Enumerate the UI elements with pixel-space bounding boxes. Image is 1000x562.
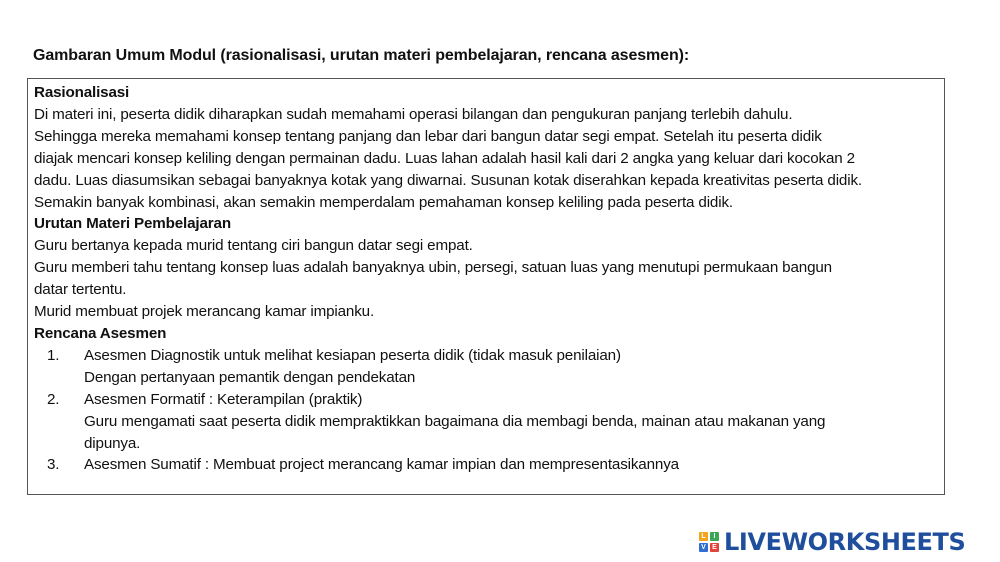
asesmen-item-line: Asesmen Formatif : Keterampilan (praktik) [84, 390, 363, 408]
rasionalisasi-line: dadu. Luas diasumsikan sebagai banyaknya kotak yang diwarnai. Susunan kotak diserahkan kepada kreativitas peserta didik. [34, 171, 862, 189]
logo-block: E [710, 543, 719, 552]
rasionalisasi-line: Semakin banyak kombinasi, akan semakin memperdalam pemahaman konsep keliling pada peserta didik. [34, 193, 733, 211]
asesmen-item-line: Guru mengamati saat peserta didik mempraktikkan bagaimana dia membagi benda, mainan atau makanan yang [84, 412, 826, 430]
asesmen-item-number: 3. [47, 456, 60, 474]
asesmen-item-number: 1. [47, 346, 60, 364]
urutan-materi-line: datar tertentu. [34, 281, 127, 299]
logo-block: I [710, 532, 719, 541]
module-overview-content [34, 82, 944, 476]
liveworksheets-logo[interactable] [699, 527, 965, 557]
urutan-materi-line: Murid membuat projek merancang kamar impianku. [34, 303, 375, 321]
asesmen-item-number: 2. [47, 390, 60, 408]
rasionalisasi-title: Rasionalisasi [34, 84, 130, 101]
page-heading: Gambaran Umum Modul (rasionalisasi, urutan materi pembelajaran, rencana asesmen): [33, 47, 690, 64]
asesmen-item [34, 389, 944, 455]
logo-block: L [699, 532, 708, 541]
asesmen-item [34, 345, 944, 389]
urutan-materi-line: Guru bertanya kepada murid tentang ciri bangun datar segi empat. [34, 237, 473, 255]
urutan-materi-line: Guru memberi tahu tentang konsep luas adalah banyaknya ubin, persegi, satuan luas yang menutupi permukaan bangun [34, 259, 832, 277]
logo-text: LIVEWORKSHEETS [724, 528, 966, 556]
logo-blocks-icon [699, 532, 719, 552]
logo-block: V [699, 543, 708, 552]
asesmen-item-line: dipunya. [84, 434, 141, 452]
urutan-materi-title: Urutan Materi Pembelajaran [34, 215, 231, 233]
asesmen-item [34, 454, 944, 476]
rasionalisasi-line: Sehingga mereka memahami konsep tentang panjang dan lebar dari bangun datar segi empat. Setelah itu peserta didik [34, 127, 822, 145]
asesmen-item-line: Asesmen Diagnostik untuk melihat kesiapan peserta didik (tidak masuk penilaian) [84, 346, 621, 364]
asesmen-item-line: Dengan pertanyaan pemantik dengan pendekatan [84, 368, 416, 386]
rencana-asesmen-title: Rencana Asesmen [34, 324, 167, 342]
rasionalisasi-line: diajak mencari konsep keliling dengan permainan dadu. Luas lahan adalah hasil kali dari 2 angka yang keluar dari kocokan 2 [34, 149, 855, 167]
rasionalisasi-line: Di materi ini, peserta didik diharapkan sudah memahami operasi bilangan dan pengukuran panjang terlebih dahulu. [34, 105, 793, 123]
asesmen-item-line: Asesmen Sumatif : Membuat project merancang kamar impian dan mempresentasikannya [84, 456, 679, 474]
